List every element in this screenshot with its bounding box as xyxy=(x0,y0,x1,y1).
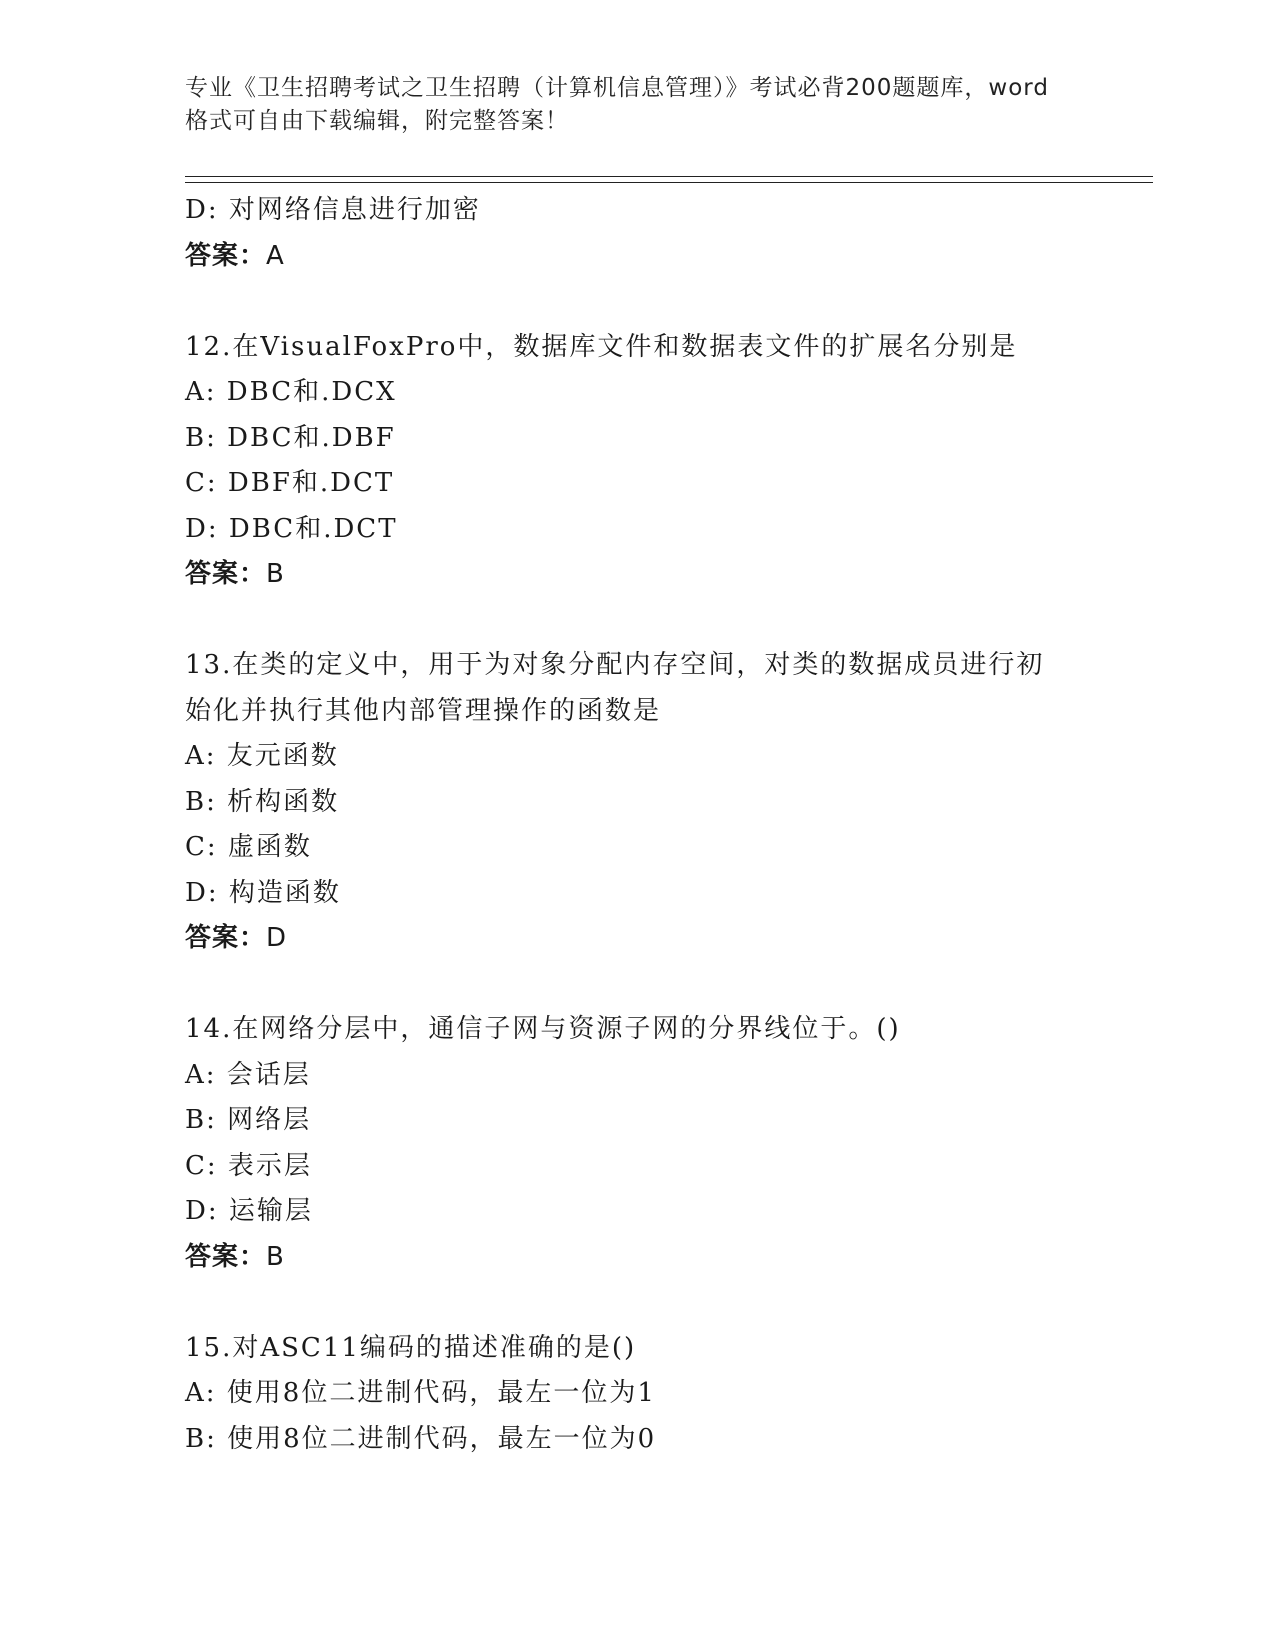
question-13 xyxy=(185,643,1185,962)
answer-label: 答案： xyxy=(185,559,267,589)
option-b: B: 析构函数 xyxy=(185,786,340,817)
header-line-2: 格式可自由下载编辑，附完整答案！ xyxy=(185,108,569,134)
answer-line xyxy=(185,552,1185,598)
option-b: B: 使用8位二进制代码，最左一位为0 xyxy=(185,1423,657,1454)
previous-question-tail xyxy=(185,188,1185,279)
question-14 xyxy=(185,1007,1185,1280)
option-d: D: 对网络信息进行加密 xyxy=(185,195,481,225)
header-line-1: 专业《卫生招聘考试之卫生招聘（计算机信息管理）》考试必背200题题库，word xyxy=(185,75,1049,101)
answer-value: B xyxy=(266,559,285,589)
option-a: A: 使用8位二进制代码，最左一位为1 xyxy=(185,1378,656,1408)
question-12 xyxy=(185,325,1185,598)
answer-line xyxy=(185,916,1185,962)
question-text: 15.对ASC11编码的描述准确的是() xyxy=(185,1332,637,1363)
option-c: C: DBF和.DCT xyxy=(185,468,395,498)
question-text: 14.在网络分层中，通信子网与资源子网的分界线位于。() xyxy=(185,1014,901,1044)
option-d: D: DBC和.DCT xyxy=(185,513,398,544)
question-text-line-1: 13.在类的定义中，用于为对象分配内存空间，对类的数据成员进行初 xyxy=(185,650,1045,680)
option-c: C: 虚函数 xyxy=(185,832,312,862)
header-divider-bottom xyxy=(185,182,1153,183)
answer-line xyxy=(185,234,1185,280)
option-a: A: 友元函数 xyxy=(185,741,339,771)
answer-label: 答案： xyxy=(185,1241,267,1272)
option-a: A: DBC和.DCX xyxy=(185,377,397,407)
option-b: B: DBC和.DBF xyxy=(185,422,396,453)
answer-value: A xyxy=(266,240,285,271)
document-header xyxy=(185,72,1085,138)
option-c: C: 表示层 xyxy=(185,1150,312,1181)
answer-value: D xyxy=(266,923,288,953)
answer-line xyxy=(185,1235,1185,1281)
question-text: 12.在VisualFoxPro中，数据库文件和数据表文件的扩展名分别是 xyxy=(185,331,1018,362)
question-15 xyxy=(185,1326,1185,1463)
question-text-line-2: 始化并执行其他内部管理操作的函数是 xyxy=(185,695,662,726)
option-b: B: 网络层 xyxy=(185,1105,312,1135)
option-d: D: 构造函数 xyxy=(185,877,341,908)
header-divider-top xyxy=(185,176,1153,177)
question-list xyxy=(185,188,1185,1462)
answer-label: 答案： xyxy=(185,240,267,271)
answer-label: 答案： xyxy=(185,923,267,953)
answer-value: B xyxy=(266,1241,285,1272)
option-d: D: 运输层 xyxy=(185,1196,313,1226)
option-a: A: 会话层 xyxy=(185,1059,311,1090)
